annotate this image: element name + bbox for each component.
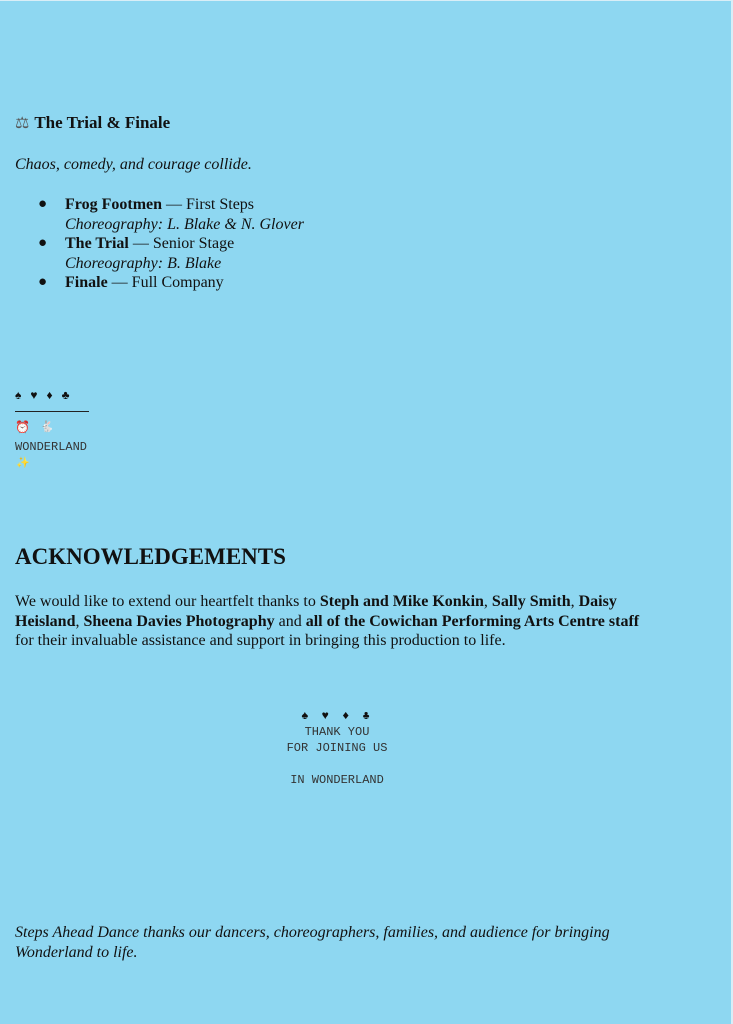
acknowledgements-body bbox=[15, 592, 655, 651]
spacer bbox=[237, 756, 437, 772]
thank-you-line: IN WONDERLAND bbox=[290, 773, 384, 787]
clock-icon: ⏰ bbox=[15, 420, 30, 434]
number-group: Senior Stage bbox=[152, 235, 235, 252]
card-suits-divider: ♠ ♥ ♦ ♣ bbox=[301, 709, 373, 723]
number-separator: — bbox=[107, 274, 132, 291]
section-title-text: The Trial & Finale bbox=[34, 113, 171, 132]
ack-name: Sally Smith bbox=[491, 593, 571, 610]
bullet-icon: ● bbox=[38, 235, 48, 251]
acknowledgements-heading: ACKNOWLEDGEMENTS bbox=[15, 544, 286, 569]
scales-icon: ⚖ bbox=[15, 115, 30, 132]
number-title: Frog Footmen bbox=[65, 196, 163, 213]
bullet-icon: ● bbox=[38, 274, 48, 290]
ack-name: all of the Cowichan Performing Arts Centre staff bbox=[305, 612, 640, 630]
section-tagline: Chaos, comedy, and courage collide. bbox=[15, 156, 252, 173]
number-separator: — bbox=[128, 235, 153, 252]
ack-separator: , bbox=[75, 612, 84, 630]
thank-you-line: FOR JOINING US bbox=[286, 741, 388, 755]
ack-and: and bbox=[274, 612, 306, 630]
ack-name: Steph and Mike Konkin bbox=[319, 593, 484, 610]
ack-separator: , bbox=[570, 593, 579, 610]
ack-name: Sheena Davies Photography bbox=[83, 612, 275, 630]
sparkle-icon: ✨ bbox=[16, 457, 30, 469]
thank-you-line: THANK YOU bbox=[304, 725, 370, 739]
ack-separator: , bbox=[483, 593, 492, 610]
ack-intro: We would like to extend our heartfelt thanks to bbox=[15, 593, 320, 610]
number-credit: Choreography: B. Blake bbox=[65, 254, 222, 272]
divider-rule bbox=[15, 411, 89, 412]
number-group: First Steps bbox=[186, 196, 255, 213]
number-credit: Choreography: L. Blake & N. Glover bbox=[65, 215, 304, 233]
number-title: The Trial bbox=[65, 235, 129, 252]
dance-numbers-list bbox=[0, 195, 304, 293]
list-item bbox=[38, 195, 304, 234]
wonderland-label: WONDERLAND bbox=[15, 440, 88, 454]
closing-note: Steps Ahead Dance thanks our dancers, choreographers, families, and audience for bringing Wonderland to life. bbox=[15, 924, 610, 961]
emoji-row bbox=[15, 420, 54, 435]
number-title: Finale bbox=[65, 274, 108, 291]
list-item bbox=[38, 234, 304, 273]
ack-outro: for their invaluable assistance and support in bringing this production to life. bbox=[15, 632, 506, 649]
bullet-icon: ● bbox=[38, 196, 48, 212]
rabbit-icon: 🐇 bbox=[39, 421, 54, 433]
number-group: Full Company bbox=[131, 274, 224, 291]
list-item bbox=[38, 273, 304, 293]
section-title bbox=[15, 113, 170, 133]
number-separator: — bbox=[162, 196, 187, 213]
card-suits-divider: ♠ ♥ ♦ ♣ bbox=[15, 388, 73, 402]
ack-name: Daisy Heisland bbox=[15, 593, 617, 630]
thank-you-block bbox=[237, 708, 437, 788]
